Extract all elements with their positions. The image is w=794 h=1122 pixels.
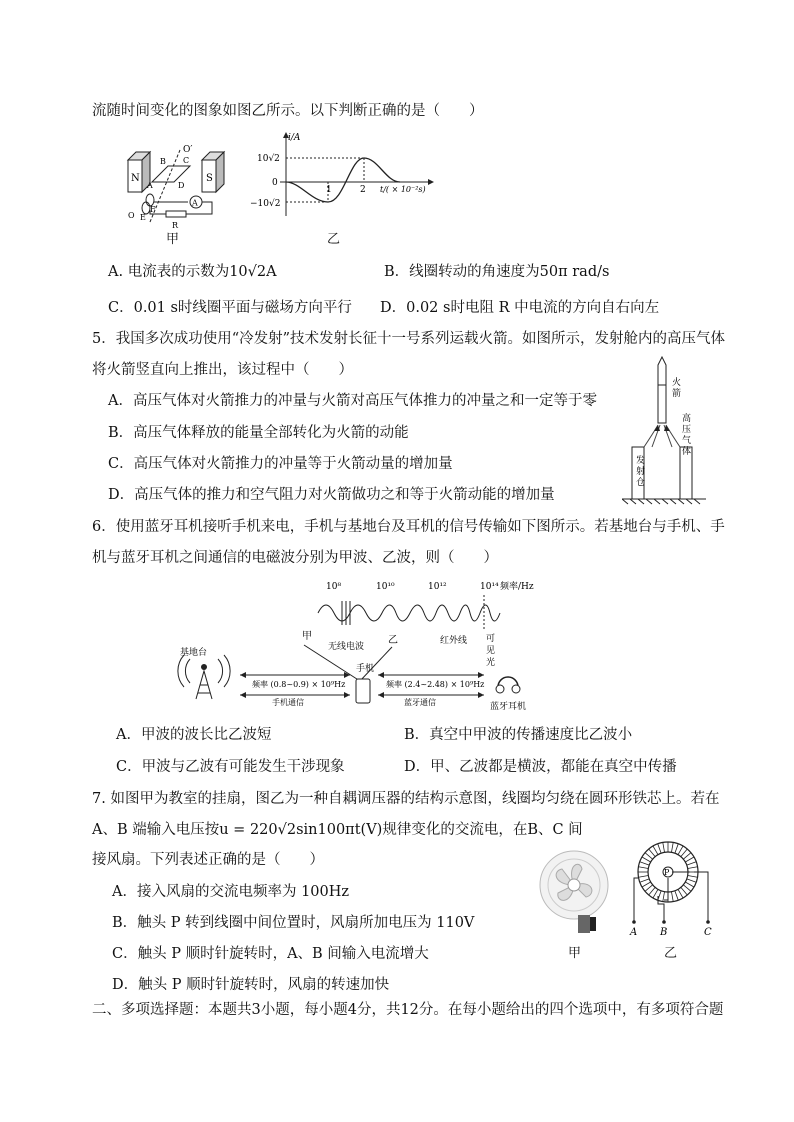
coil-turn: [678, 846, 683, 855]
autotransformer-figure: [622, 838, 722, 938]
wave-spectrum-figure: [160, 575, 550, 715]
q7-option-b: B．触头 P 转到线圈中间位置时，风扇所加电压为 110V: [112, 915, 475, 931]
q5-stem-line1: 5．我国多次成功使用“冷发射”技术发射长征十一号系列运载火箭。如图所示，发射舱内的高压气体: [92, 331, 726, 347]
coil-turn: [671, 842, 673, 852]
coil-turn: [675, 844, 678, 853]
coil-turn: [687, 879, 696, 882]
q7-option-a: A．接入风扇的交流电频率为 100Hz: [112, 884, 350, 900]
y-top-label: 10√2: [257, 154, 280, 164]
svg-text:可: 可: [486, 634, 496, 644]
coil-turn: [685, 882, 694, 887]
q5-option-b: B．高压气体释放的能量全部转化为火箭的动能: [108, 425, 409, 441]
svg-text:光: 光: [486, 658, 496, 668]
q6-option-a: A．甲波的波长比乙波短: [116, 727, 272, 743]
coil-turn: [678, 889, 683, 898]
x-axis-label: t/( × 10⁻²s): [380, 185, 426, 194]
coil-turn: [688, 867, 698, 869]
coil-turn: [642, 857, 651, 862]
freq-unit: 频率/Hz: [500, 582, 534, 592]
q6-stem-line2: 机与蓝牙耳机之间通信的电磁波分别为甲波、乙波，则（ ）: [92, 550, 498, 566]
label-D: D: [178, 181, 185, 190]
label-earphone: 蓝牙耳机: [490, 702, 527, 712]
label-Oprime: O′: [183, 145, 193, 155]
q4-option-a: A. 电流表的示数为10√2A: [108, 264, 277, 280]
freq-1e10: 10¹⁰: [376, 582, 395, 592]
coil-turn: [640, 862, 649, 865]
coil-turn: [663, 842, 665, 852]
x-1-label: 1: [326, 185, 332, 195]
q7-stem-line1: 7. 如图甲为教室的挂扇，图乙为一种自耦调压器的结构示意图，线圈均匀绕在圆环形铁芯上。若在: [92, 791, 720, 807]
svg-text:气: 气: [682, 436, 692, 446]
rocket-label-1: 火: [672, 378, 682, 388]
label-phone: 手机: [356, 664, 375, 674]
current-graph: [250, 130, 440, 220]
section2-heading: 二、多项选择题：本题共3小题，每小题4分，共12分。在每小题给出的四个选项中，有多项符合题: [92, 1002, 724, 1018]
q5-option-d: D．高压气体的推力和空气阻力对火箭做功之和等于火箭动能的增加量: [108, 487, 555, 503]
q4-option-d: D．0.02 s时电阻 R 中电流的方向自右向左: [380, 300, 660, 316]
label-base: 基地台: [180, 648, 208, 658]
rocket-launch-figure: [622, 355, 712, 505]
svg-text:射: 射: [636, 467, 646, 477]
coil-turn: [653, 889, 658, 898]
fig-a-caption: 甲: [166, 232, 180, 247]
y-zero-label: 0: [272, 178, 278, 188]
coil-turn: [687, 862, 696, 865]
svg-text:压: 压: [682, 425, 692, 435]
q6-option-b: B．真空中甲波的传播速度比乙波小: [404, 727, 633, 743]
coil-turn: [685, 857, 694, 862]
q4-option-b: B．线圈转动的角速度为50π rad/s: [384, 264, 610, 280]
label-S: S: [206, 173, 213, 184]
q5-option-a: A．高压气体对火箭推力的冲量与火箭对高压气体推力的冲量之和一定等于零: [108, 393, 597, 409]
coil-turn: [649, 849, 655, 857]
wall-fan-figure: [536, 845, 616, 945]
generator-figure: [120, 130, 230, 240]
q6-stem-line1: 6．使用蓝牙耳机接听手机来电，手机与基地台及耳机的信号传输如下图所示。若基地台与手机、手: [92, 519, 725, 535]
y-bottom-label: −10√2: [250, 199, 281, 209]
q4-option-c: C．0.01 s时线圈平面与磁场方向平行: [108, 300, 352, 316]
label-A: A: [147, 181, 153, 190]
svg-text:见: 见: [486, 646, 496, 656]
q7-option-d: D．触头 P 顺时针旋转时，风扇的转速加快: [112, 977, 390, 993]
coil-turn: [681, 849, 687, 857]
coil-turn: [642, 882, 651, 887]
coil-turn: [653, 846, 658, 855]
silo-label: 发: [636, 456, 646, 466]
coil-turn: [671, 892, 673, 902]
y-axis-label: i/A: [288, 133, 301, 143]
q5-option-c: C．高压气体对火箭推力的冲量等于火箭动量的增加量: [108, 456, 453, 472]
coil-turn: [645, 885, 653, 891]
terminal-C: C: [704, 927, 712, 938]
svg-text:仓: 仓: [636, 478, 646, 488]
coil-turn: [658, 844, 661, 853]
coil-turn: [649, 887, 655, 895]
label-N: N: [131, 173, 140, 184]
freq-1e12: 10¹²: [428, 582, 447, 592]
label-jia: 甲: [302, 631, 312, 642]
label-yi: 乙: [388, 635, 398, 646]
label-C: C: [183, 156, 190, 165]
terminal-A: A: [630, 927, 638, 938]
q4-stem: 流随时间变化的图象如图乙所示。以下判断正确的是（ ）: [92, 103, 484, 119]
label-left-freq: 频率 (0.8~0.9) × 10⁹Hz: [252, 680, 346, 689]
label-F: F: [150, 205, 156, 214]
label-P: P: [664, 868, 670, 877]
coil-turn: [683, 885, 691, 891]
coil-turn: [638, 867, 648, 869]
terminal-B: B: [660, 927, 668, 938]
x-2-label: 2: [360, 185, 366, 195]
svg-text:体: 体: [682, 447, 692, 457]
label-E: E: [140, 213, 146, 222]
q6-option-c: C．甲波与乙波有可能发生干涉现象: [116, 759, 345, 775]
coil-turn: [681, 887, 687, 895]
q7-fig-b-caption: 乙: [664, 946, 678, 961]
label-R: R: [172, 221, 179, 230]
q5-stem-line2: 将火箭竖直向上推出，该过程中（ ）: [92, 362, 353, 378]
coil-turn: [675, 891, 678, 900]
label-O: O: [128, 211, 135, 220]
label-right-comm: 蓝牙通信: [404, 698, 436, 707]
label-radio: 无线电波: [328, 642, 365, 652]
q7-stem-line2: A、B 端输入电压按u = 220√2sin100πt(V)规律变化的交流电，在B、C 间: [92, 822, 583, 838]
coil-turn: [683, 853, 691, 859]
q6-option-d: D．甲、乙波都是横波，都能在真空中传播: [404, 759, 677, 775]
q7-stem-line3: 接风扇。下列表述正确的是（ ）: [92, 852, 324, 868]
coil-turn: [640, 879, 649, 882]
label-B: B: [160, 157, 166, 166]
freq-1e14: 10¹⁴: [480, 582, 499, 592]
coil-turn: [638, 875, 648, 877]
q7-option-c: C．触头 P 顺时针旋转时，A、B 间输入电流增大: [112, 946, 429, 962]
label-left-comm: 手机通信: [272, 698, 304, 707]
label-right-freq: 频率 (2.4~2.48) × 10⁹Hz: [386, 680, 485, 689]
svg-text:高: 高: [682, 414, 692, 424]
label-infrared: 红外线: [440, 636, 468, 646]
q7-fig-a-caption: 甲: [568, 946, 582, 961]
ammeter-label: A: [192, 198, 198, 208]
fig-b-caption: 乙: [327, 232, 341, 247]
coil-turn: [645, 853, 653, 859]
coil-turn: [688, 875, 698, 877]
rocket-label-2: 箭: [672, 389, 682, 399]
freq-1e8: 10⁸: [326, 582, 342, 592]
